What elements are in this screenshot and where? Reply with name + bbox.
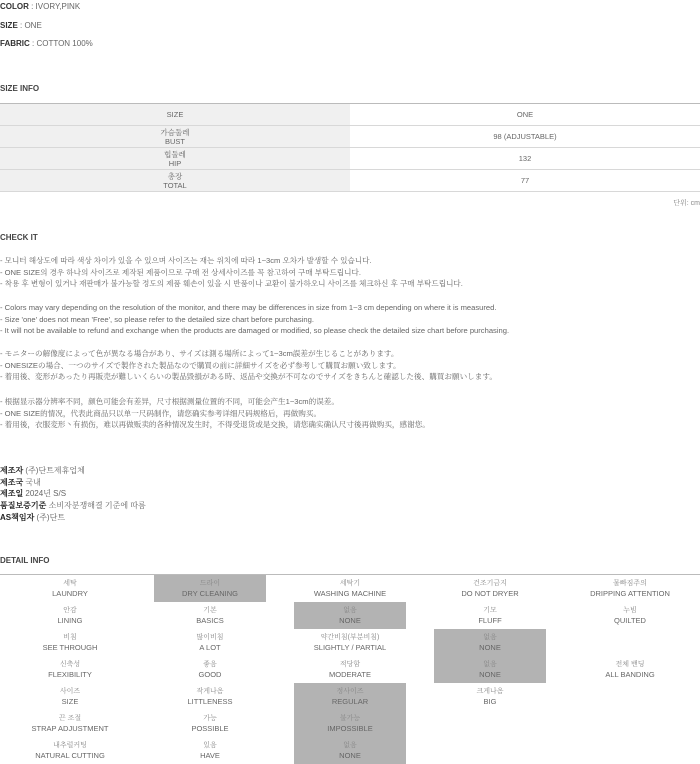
- detail-label-ko: 없음: [343, 606, 357, 614]
- detail-label-en: LITTLENESS: [187, 696, 233, 706]
- detail-label-ko: 내추럴커팅: [53, 741, 87, 749]
- detail-cell-selected: [434, 629, 546, 656]
- detail-cell: [0, 710, 140, 737]
- detail-label-en: DO NOT DRYER: [461, 588, 519, 598]
- detail-cell-selected: [294, 737, 406, 764]
- detail-label-en: HAVE: [200, 750, 220, 760]
- detail-cell: [420, 602, 560, 629]
- detail-label-ko: 끈 조절: [58, 714, 82, 722]
- detail-row: [0, 575, 700, 602]
- maker-row: AS책임자 (주)단트: [0, 512, 66, 522]
- spec-color: COLOR : IVORY,PINK: [0, 2, 81, 11]
- detail-label-en: A LOT: [199, 642, 221, 652]
- spec-fabric: FABRIC : COTTON 100%: [0, 39, 93, 48]
- notes-korean: - 모니터 해상도에 따라 색상 차이가 있을 수 있으며 사이즈는 재는 위치에 따라 1~3cm 오차가 발생할 수 있습니다. - ONE SIZE의 경우 하나의 사이즈로 제작된 제품이므로 구매 전 상세사이즈를 꼭 참고하여 구매 부탁드립니다. - 착용 후 변형이 있거나 재판매가 불가능할 정도의 제품 훼손이 있을 시 반품이나 교환이 불가하오니 사이즈를 체크하신 후 구매 부탁드립니다.: [0, 256, 463, 288]
- detail-label-ko: 세탁: [63, 579, 77, 587]
- detail-cell-selected: [294, 683, 406, 710]
- detail-cell: [280, 656, 420, 683]
- detail-label-en: REGULAR: [331, 696, 369, 706]
- detail-label-en: IMPOSSIBLE: [327, 723, 373, 733]
- detail-row: [0, 602, 700, 629]
- detail-label-en: SEE THROUGH: [42, 642, 98, 652]
- detail-row: [0, 656, 700, 683]
- table-row: [0, 170, 700, 192]
- detail-cell: [420, 737, 560, 764]
- spec-size: SIZE : ONE: [0, 21, 42, 30]
- detail-row: [0, 737, 700, 764]
- detail-cell: [0, 575, 140, 602]
- maker-row: 제조자 (주)단트제휴업체: [0, 466, 85, 475]
- size-row-label: 힙둘레 HIP: [0, 148, 350, 170]
- detail-label-en: BASICS: [196, 615, 224, 625]
- detail-label-ko: 없음: [483, 660, 497, 668]
- detail-label-ko: 드라이: [199, 579, 221, 587]
- size-row-value: 98 (ADJUSTABLE): [350, 126, 700, 148]
- size-header-value: ONE: [350, 104, 700, 126]
- detail-label-ko: 세탁기: [339, 579, 361, 587]
- size-row-label: 가슴둘레 BUST: [0, 126, 350, 148]
- detail-label-ko: 기본: [203, 606, 217, 614]
- detail-cell-selected: [434, 656, 546, 683]
- detail-label-ko: 약간비침(부분비침): [320, 633, 380, 641]
- maker-row: 제조일 2024년 S/S: [0, 489, 67, 499]
- detail-cell: [280, 629, 420, 656]
- detail-cell: [560, 575, 700, 602]
- detail-label-ko: 작게나옴: [196, 687, 224, 695]
- detail-label-ko: 좋음: [203, 660, 217, 668]
- maker-row: 제조국 국내: [0, 477, 41, 487]
- detail-cell: [0, 683, 140, 710]
- detail-label-ko: 건조기금지: [473, 579, 507, 587]
- detail-label-en: QUILTED: [614, 615, 646, 625]
- detail-label-ko: 신축성: [59, 660, 81, 668]
- detail-label-ko: 기모: [483, 606, 497, 614]
- detail-label-ko: 없음: [483, 633, 497, 641]
- detail-label-ko: 물빠짐주의: [613, 579, 647, 587]
- detail-label-ko: 사이즈: [59, 687, 81, 695]
- detail-label-en: POSSIBLE: [191, 723, 229, 733]
- detail-row: [0, 629, 700, 656]
- detail-grid: [0, 574, 700, 764]
- detail-cell: [280, 575, 420, 602]
- detail-cell: [140, 656, 280, 683]
- maker-row: 품질보증기준 소비자분쟁해결 기준에 따름: [0, 501, 146, 511]
- detail-label-en: NONE: [479, 642, 501, 652]
- detail-cell: [560, 656, 700, 683]
- size-header-label: SIZE: [0, 104, 350, 126]
- detail-label-en: BIG: [483, 696, 497, 706]
- detail-label-ko: 많이비침: [196, 633, 224, 641]
- maker-info: [0, 465, 146, 524]
- detail-label-en: NONE: [479, 669, 501, 679]
- detail-cell: [560, 737, 700, 764]
- detail-label-en: NONE: [339, 615, 361, 625]
- detail-label-en: STRAP ADJUSTMENT: [31, 723, 109, 733]
- detail-cell: [140, 737, 280, 764]
- notes-english: - Colors may vary depending on the resolution of the monitor, and there may be differences in size from 1~3 cm depending on where it is measured. - Size 'one' does not mean 'Free', so please refer to the detailed size chart before purchasing. - It will not be available to refund and exchange when the products are damaged or modified, so please check the detailed size chart before purchasing.: [0, 303, 510, 335]
- detail-label-en: LINING: [57, 615, 83, 625]
- size-row-label: 총장 TOTAL: [0, 170, 350, 192]
- detail-cell: [140, 683, 280, 710]
- detail-label-ko: 적당함: [339, 660, 361, 668]
- detail-cell: [140, 629, 280, 656]
- table-row: [0, 148, 700, 170]
- detail-label-en: LAUNDRY: [52, 588, 88, 598]
- detail-cell: [560, 683, 700, 710]
- check-it-title: CHECK IT: [0, 233, 38, 242]
- detail-label-en: NATURAL CUTTING: [35, 750, 105, 760]
- detail-cell: [0, 656, 140, 683]
- detail-cell: [560, 602, 700, 629]
- detail-cell-selected: [294, 602, 406, 629]
- detail-label-ko: 가능: [203, 714, 217, 722]
- detail-label-ko: 크게나옴: [476, 687, 504, 695]
- detail-cell: [140, 710, 280, 737]
- detail-label-ko: 불가능: [339, 714, 361, 722]
- detail-cell-selected: [294, 710, 406, 737]
- size-row-value: 77: [350, 170, 700, 192]
- detail-cell: [560, 710, 700, 737]
- detail-row: [0, 683, 700, 710]
- size-info-title: SIZE INFO: [0, 84, 40, 93]
- detail-cell: [0, 629, 140, 656]
- detail-label-ko: 있음: [203, 741, 217, 749]
- detail-label-en: MODERATE: [329, 669, 371, 679]
- detail-label-en: WASHING MACHINE: [313, 588, 387, 598]
- detail-label-en: GOOD: [198, 669, 222, 679]
- detail-cell: [420, 710, 560, 737]
- size-unit: 단위: cm: [673, 200, 700, 207]
- detail-label-en: SIZE: [61, 696, 79, 706]
- size-table: [0, 103, 700, 192]
- detail-cell: [140, 602, 280, 629]
- detail-label-en: FLEXIBILITY: [48, 669, 92, 679]
- detail-cell: [560, 629, 700, 656]
- detail-label-en: ALL BANDING: [605, 669, 655, 679]
- detail-row: [0, 710, 700, 737]
- notes-chinese: - 根据显示器分辨率不同，颜色可能会有差异，尺寸根据测量位置的不同，可能会产生1~3cm的误差。 - ONE SIZE的情况，代表此商品只以单一尺码制作，请您确实参考详细尺码规格后，再做购买。 - 着用後，衣服変形丶有损伤，难以再做贩卖的各种情况发生时，不得受退货或是交换，请您确实确认尺寸後再做购买，感谢您。: [0, 397, 430, 429]
- detail-label-ko: 누빔: [623, 606, 637, 614]
- detail-label-ko: 안감: [63, 606, 77, 614]
- detail-label-en: NONE: [339, 750, 361, 760]
- size-row-value: 132: [350, 148, 700, 170]
- detail-label-en: DRIPPING ATTENTION: [590, 588, 670, 598]
- detail-label-en: FLUFF: [478, 615, 502, 625]
- detail-label-en: SLIGHTLY / PARTIAL: [313, 642, 387, 652]
- size-table-header: [0, 104, 700, 126]
- detail-cell: [0, 602, 140, 629]
- notes-japanese: - モニターの解像度によって色が異なる場合があり、サイズは測る場所によって1~3cm誤差が生じることがあります。 - ONESIZEの場合、一つのサイズで製作された製品なので購買の前に詳細サイズを必ず参考して購買お願い致します。 - 着用後、変形があったり再販売が難しいくらいの製品毀損がある時、返品や交換が不可なのでサイズをきちんと確認した後、購買お願いします。: [0, 349, 497, 381]
- detail-cell-selected: [154, 575, 266, 602]
- detail-cell: [420, 575, 560, 602]
- table-row: [0, 126, 700, 148]
- detail-info-title: DETAIL INFO: [0, 556, 50, 565]
- detail-cell: [420, 683, 560, 710]
- detail-label-ko: 전체 밴딩: [615, 660, 645, 668]
- detail-label-ko: 없음: [343, 741, 357, 749]
- detail-label-en: DRY CLEANING: [182, 588, 238, 598]
- detail-label-ko: 정사이즈: [336, 687, 364, 695]
- detail-cell: [0, 737, 140, 764]
- detail-label-ko: 비침: [63, 633, 77, 641]
